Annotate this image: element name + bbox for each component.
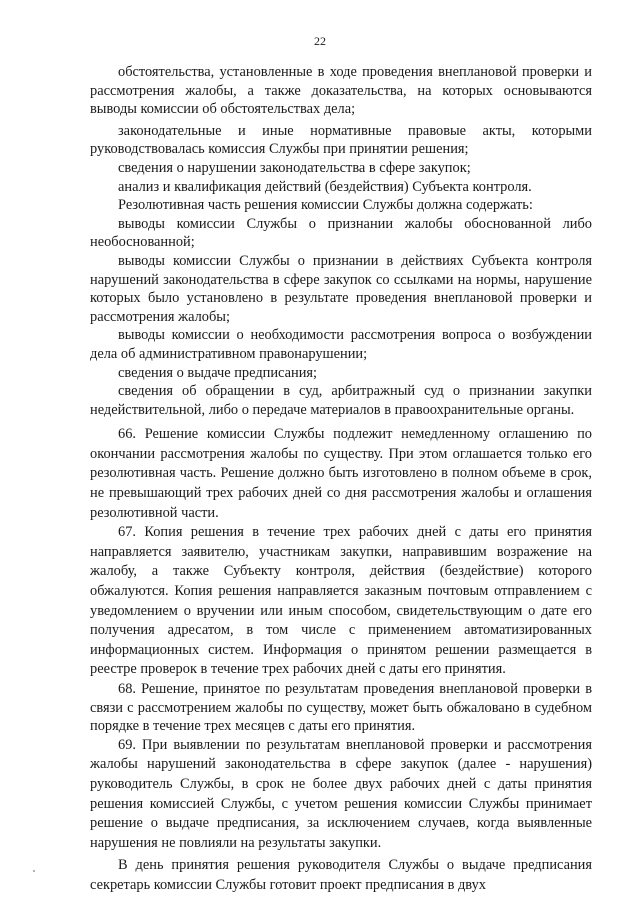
paragraph-item-67: 67. Копия решения в течение трех рабочих дней с даты его принятия направляется заявителю, участникам закупки, направившим возражение на жалобу, а также Субъекту контроля, действия (бездействие) которого обжалуются. Копия решения направляется заказным почтовым отправлением с уведомлением о вручении или иным способом, свидетельствующим о дате его получения адресатом, в том числе с применением автоматизированных информационных систем. Информация о принятом решении размещается в реестре проверок в течение трех рабочих дней с даты его принятия. [90,524,592,678]
paragraph-order-issuance: сведения о выдаче предписания; [118,364,318,381]
paragraph-violation-info: сведения о нарушении законодательства в сфере закупок; [118,159,471,176]
paragraph-order-draft: В день принятия решения руководителя Службы о выдаче предписания секретарь комиссии Службы готовит проект предписания в двух [90,857,592,893]
paragraph-administrative-case: выводы комиссии о необходимости рассмотрения вопроса о возбуждении дела об административном правонарушении; [90,327,592,362]
document-body [90,63,592,896]
paragraph-legal-acts: законодательные и иные нормативные правовые акты, которыми руководствовалась комиссия Службы при принятии решения; [90,122,592,158]
paragraph-item-69: 69. При выявлении по результатам внеплановой проверки и рассмотрения жалобы нарушений законодательства в сфере закупок (далее - нарушения) руководитель Службы, в срок не более двух рабочих дней с даты принятия решения комиссией Службы, с учетом решения комиссии Службы принимает решение о выдаче предписания, за исключением случаев, когда выявленные нарушения не повлияли на результаты закупки. [90,736,592,851]
paragraph-item-66: 66. Решение комиссии Службы подлежит немедленному оглашению по окончании рассмотрения жалобы по существу. При этом оглашается только его резолютивная часть. Решение должно быть изготовлено в полном объеме в срок, не превышающий трех рабочих дней со дня рассмотрения жалобы и оглашения резолютивной части. [90,426,592,521]
scan-dot [33,870,35,872]
paragraph-circumstances: обстоятельства, установленные в ходе проведения внеплановой проверки и рассмотрения жалобы, а также доказательства, на которых основываются выводы комиссии об обстоятельствах дела; [90,64,592,118]
paragraph-court-appeal: сведения об обращении в суд, арбитражный суд о признании закупки недействительной, либо о передаче материалов в правоохранительные органы. [90,383,592,418]
paragraph-conclusion-complaint: выводы комиссии Службы о признании жалобы обоснованной либо необоснованной; [90,215,592,251]
page-number: 22 [314,34,326,48]
paragraph-conclusion-violations: выводы комиссии Службы о признании в действиях Субъекта контроля нарушений законодательства в сфере закупок со ссылками на нормы, нарушение которых было установлено в результате проведения внеплановой проверки и рассмотрения жалобы; [90,252,592,325]
paragraph-item-68: 68. Решение, принятое по результатам проведения внеплановой проверки в связи с рассмотрением жалобы по существу, может быть обжаловано в судебном порядке в течение трех месяцев с даты его принятия. [90,681,592,735]
paragraph-resolution-heading: Резолютивная часть решения комиссии Службы должна содержать: [118,197,533,214]
paragraph-analysis: анализ и квалификация действий (бездействия) Субъекта контроля. [118,178,532,195]
